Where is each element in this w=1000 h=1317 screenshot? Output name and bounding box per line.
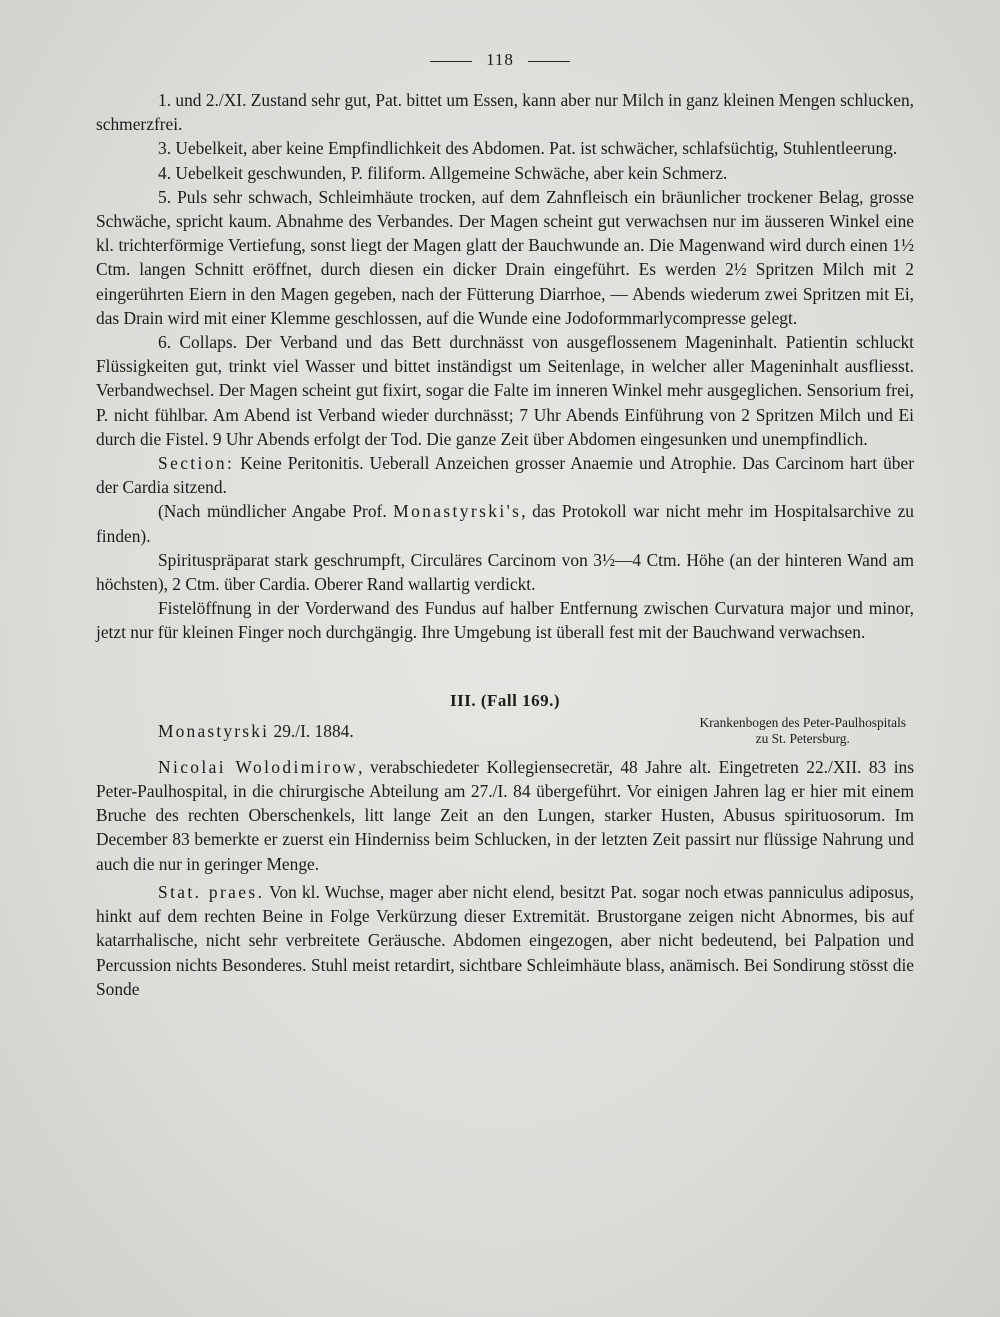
patient-name: Nicolai Wolodimirow [158,756,359,777]
note-name: Monastyrski's [393,501,522,522]
paragraph-day-6: 6. Collaps. Der Verband und das Bett durchnässt von ausgeflossenem Mageninhalt. Patientin schluckt Flüssigkeiten gut, trinkt viel Wasser und bittet inständigst um Seitenlage, in welcher aller Mageninhalt ausfliesst. Verbandwechsel. Der Magen scheint gut fixirt, sogar die Falte im inneren Winkel mehr ausgeglichen. Sensorium frei, P. nicht fühlbar. Am Abend ist Verband wieder durchnässt; 7 Uhr Abends Einführung von 2 Spritzen Milch und Ei durch die Fistel. 9 Uhr Abends erfolgt der Tod. Die ganze Zeit über Abdomen eingesunken und unempfindlich. [96,332,914,449]
page-body [96,88,914,1001]
case-heading: III. (Fall 169.) [450,690,560,710]
paragraph-fistula: Fistelöffnung in der Vorderwand des Fundus auf halber Entfernung zwischen Curvatura major und minor, jetzt nur für kleinen Finger noch durchgängig. Ihre Umgebung ist überall fest mit der Bauchwand verwachsen. [96,598,914,643]
case-source-line-2: zu St. Petersburg. [755,730,850,746]
case-header [96,715,914,747]
paragraph-note [96,499,914,547]
paragraph-status [96,880,914,1001]
case-date: 29./I. 1884. [269,720,354,741]
case-source [700,715,915,747]
status-text: Von kl. Wuchse, mager aber nicht elend, besitzt Pat. sogar noch etwas panniculus adiposus, hinkt auf dem rechten Beine in Folge Verkürzung dieser Extremität. Brustorgane zeigen nicht Abnormes, bis auf katarrhalische, nicht sehr verbreitete Geräusche. Abdomen eingezogen, aber nicht bedeutend, bei Palpation und Percussion nichts Besonderes. Stuhl meist retardirt, sichtbare Schleimhäute blass, anämisch. Bei Sondirung stösst die Sonde [96,881,915,999]
patient-text: , verabschiedeter Kollegiensecretär, 48 Jahre alt. Eingetreten 22./XII. 83 ins Peter-Paulhospital, in die chirurgische Abteilung am 27./I. 84 übergeführt. Vor einigen Jahren lag er hier mit einem Bruche des rechten Oberschenkels, litt lange Zeit an den Lungen, starker Husten, Abusus spirituosorum. Im December 83 bemerkte er zuerst ein Hinderniss beim Schlucken, in der letzten Zeit passirt nur flüssige Nahrung und auch die nur in geringer Menge. [96,756,914,874]
note-after: , das Protokoll war nicht mehr im Hospitalsarchive zu finden). [96,501,914,546]
status-label: Stat. praes. [158,881,265,902]
section-text: Keine Peritonitis. Ueberall Anzeichen grosser Anaemie und Atrophie. Das Carcinom hart über der Cardia sitzend. [96,453,914,498]
note-before: (Nach mündlicher Angabe Prof. [158,501,394,522]
page-number-dash-left [430,61,472,62]
paragraph-specimen: Spirituspräparat stark geschrumpft, Circuläres Carcinom von 3½—4 Ctm. Höhe (an der hinteren Wand am höchsten), 2 Ctm. über Cardia. Oberer Rand wallartig verdickt. [96,549,914,595]
case-author-date [96,719,354,743]
case-source-line-1: Krankenbogen des Peter-Paulhospitals [699,714,906,730]
paragraph-patient [96,755,914,876]
paragraph-section [96,451,914,499]
paragraph-day-4: 4. Uebelkeit geschwunden, P. filiform. Allgemeine Schwäche, aber kein Schmerz. [158,162,728,183]
case-author: Monastyrski [158,720,270,741]
paragraph-day-5: 5. Puls sehr schwach, Schleimhäute trocken, auf dem Zahnfleisch ein bräunlicher trockener Belag, grosse Schwäche, spricht kaum. Abnahme des Verbandes. Der Magen scheint gut verwachsen nur im äusseren Winkel eine kl. trichterförmige Vertiefung, sonst liegt der Magen glatt der Bauchwunde an. Die Magenwand wird durch einen 1½ Ctm. langen Schnitt eröffnet, durch diesen ein dicker Drain eingeführt. Es werden 2½ Spritzen Milch mit 2 eingerührten Eiern in den Magen gegeben, nach der Fütterung Diarrhoe, — Abends wiederum zwei Spritzen mit Ei, das Drain wird mit einer Klemme geschlossen, auf die Wunde eine Jodoformmarlycompresse gelegt. [96,186,914,328]
page-number [0,50,1000,70]
page-number-dash-right [528,61,570,62]
paragraph-day-1-2: 1. und 2./XI. Zustand sehr gut, Pat. bittet um Essen, kann aber nur Milch in ganz kleinen Mengen schlucken, schmerzfrei. [96,90,914,135]
page-number-text: 118 [486,50,514,69]
paragraph-day-3: 3. Uebelkeit, aber keine Empfindlichkeit des Abdomen. Pat. ist schwächer, schlafsüchtig, Stuhlentleerung. [158,138,898,159]
section-label: Section: [158,453,235,474]
